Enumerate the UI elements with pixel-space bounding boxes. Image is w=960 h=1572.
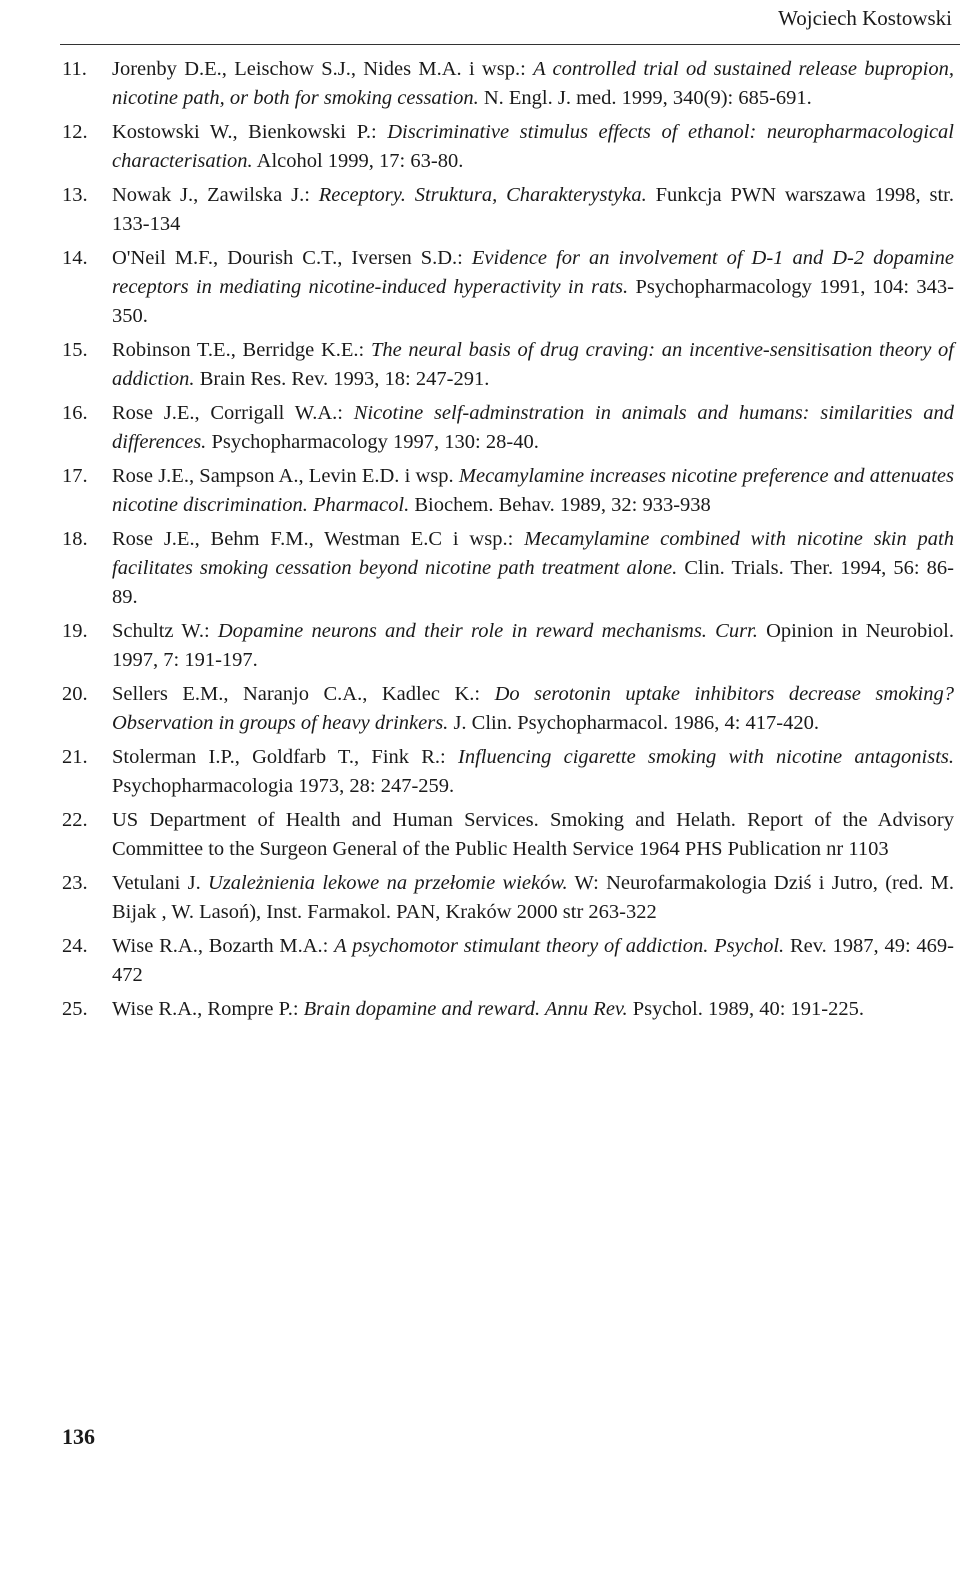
reference-item bbox=[62, 680, 954, 738]
reference-number: 21. bbox=[62, 746, 88, 768]
reference-item bbox=[62, 525, 954, 612]
reference-item bbox=[62, 869, 954, 927]
reference-title: Discriminative stimulus effects of ethanol: neuropharmacological characterisation. bbox=[112, 121, 954, 172]
reference-text bbox=[112, 55, 954, 113]
reference-authors: Rose J.E., Behm F.M., Westman E.C i wsp.: bbox=[112, 528, 525, 550]
reference-number: 18. bbox=[62, 528, 88, 550]
reference-authors: Robinson T.E., Berridge K.E.: bbox=[112, 339, 371, 361]
reference-title: Uzależnienia lekowe na przełomie wieków. bbox=[208, 872, 568, 894]
reference-source: W: Neurofarmakologia Dziś i Jutro, (red. M. Bijak , W. Lasoń), Inst. Farmakol. PAN, Kraków 2000 str 263-322 bbox=[112, 872, 954, 923]
reference-title: Brain dopamine and reward. Annu Rev. bbox=[303, 998, 628, 1020]
reference-title: Evidence for an involvement of D-1 and D-2 dopamine receptors in mediating nicotine-induced hyperactivity in rats. bbox=[112, 247, 954, 298]
reference-authors: Nowak J., Zawilska J.: bbox=[112, 184, 319, 206]
reference-authors: Vetulani J. bbox=[112, 872, 209, 894]
reference-list bbox=[62, 55, 954, 1029]
reference-number: 19. bbox=[62, 620, 88, 642]
reference-text bbox=[112, 932, 954, 990]
reference-authors: Stolerman I.P., Goldfarb T., Fink R.: bbox=[112, 746, 458, 768]
reference-item bbox=[62, 743, 954, 801]
reference-authors: Schultz W.: bbox=[112, 620, 218, 642]
reference-authors: Jorenby D.E., Leischow S.J., Nides M.A. i wsp.: bbox=[112, 58, 534, 80]
reference-title: Receptory. Struktura, Charakterystyka. bbox=[318, 184, 647, 206]
reference-number: 14. bbox=[62, 247, 88, 269]
reference-number: 11. bbox=[62, 58, 87, 80]
reference-item bbox=[62, 118, 954, 176]
reference-item bbox=[62, 399, 954, 457]
header-rule bbox=[60, 44, 960, 45]
reference-number: 23. bbox=[62, 872, 88, 894]
reference-source: Alcohol 1999, 17: 63-80. bbox=[252, 150, 464, 172]
reference-title: The neural basis of drug craving: an incentive-sensitisation theory of addiction. bbox=[112, 339, 954, 390]
reference-item bbox=[62, 244, 954, 331]
reference-item bbox=[62, 806, 954, 864]
reference-item bbox=[62, 55, 954, 113]
reference-item bbox=[62, 995, 954, 1024]
reference-number: 15. bbox=[62, 339, 88, 361]
reference-text bbox=[112, 244, 954, 331]
reference-title: Nicotine self-adminstration in animals and humans: similarities and differences. bbox=[112, 402, 954, 453]
reference-source: J. Clin. Psychopharmacol. 1986, 4: 417-420. bbox=[448, 712, 819, 734]
reference-item bbox=[62, 336, 954, 394]
reference-title: A controlled trial od sustained release bupropion, nicotine path, or both for smoking cessation. bbox=[112, 58, 955, 109]
reference-source: Psychopharmacology 1991, 104: 343-350. bbox=[112, 276, 954, 327]
reference-source: Psychopharmacology 1997, 130: 28-40. bbox=[206, 431, 539, 453]
running-header-author: Wojciech Kostowski bbox=[778, 6, 952, 30]
reference-title: Dopamine neurons and their role in reward mechanisms. Curr. bbox=[217, 620, 758, 642]
reference-number: 13. bbox=[62, 184, 88, 206]
reference-text bbox=[112, 617, 954, 675]
reference-authors: US Department of Health and Human Services. Smoking and Helath. Report of the Advisory Committee to the Surgeon General of the Public Health Service 1964 PHS Publication nr 1103 bbox=[112, 809, 954, 860]
reference-authors: Rose J.E., Corrigall W.A.: bbox=[112, 402, 354, 424]
reference-number: 22. bbox=[62, 809, 88, 831]
reference-number: 25. bbox=[62, 998, 88, 1020]
reference-text bbox=[112, 462, 954, 520]
reference-text bbox=[112, 806, 954, 864]
reference-text bbox=[112, 336, 954, 394]
reference-authors: Kostowski W., Bienkowski P.: bbox=[112, 121, 388, 143]
page-number: 136 bbox=[62, 1424, 95, 1449]
reference-text bbox=[112, 743, 954, 801]
reference-number: 24. bbox=[62, 935, 88, 957]
reference-number: 17. bbox=[62, 465, 88, 487]
reference-source: Biochem. Behav. 1989, 32: 933-938 bbox=[409, 494, 711, 516]
reference-source: Funkcja PWN warszawa 1998, str. 133-134 bbox=[112, 184, 954, 235]
reference-text bbox=[112, 181, 954, 239]
reference-source: Rev. 1987, 49: 469-472 bbox=[112, 935, 955, 986]
reference-item bbox=[62, 181, 954, 239]
reference-title: Mecamylamine combined with nicotine skin path facilitates smoking cessation beyond nicotine path treatment alone. bbox=[112, 528, 954, 579]
reference-authors: O'Neil M.F., Dourish C.T., Iversen S.D.: bbox=[112, 247, 472, 269]
reference-item bbox=[62, 462, 954, 520]
reference-text bbox=[112, 525, 954, 612]
reference-text bbox=[112, 869, 954, 927]
reference-text bbox=[112, 680, 954, 738]
reference-authors: Sellers E.M., Naranjo C.A., Kadlec K.: bbox=[112, 683, 495, 705]
reference-title: Influencing cigarette smoking with nicotine antagonists. bbox=[458, 746, 954, 768]
reference-authors: Wise R.A., Rompre P.: bbox=[112, 998, 304, 1020]
reference-number: 20. bbox=[62, 683, 88, 705]
reference-source: N. Engl. J. med. 1999, 340(9): 685-691. bbox=[478, 87, 812, 109]
reference-title: A psychomotor stimulant theory of addiction. Psychol. bbox=[334, 935, 785, 957]
reference-title: Mecamylamine increases nicotine preference and attenuates nicotine discrimination. Pharmacol. bbox=[112, 465, 955, 516]
reference-authors: Wise R.A., Bozarth M.A.: bbox=[112, 935, 335, 957]
reference-text bbox=[112, 118, 954, 176]
reference-item bbox=[62, 932, 954, 990]
reference-item bbox=[62, 617, 954, 675]
reference-text bbox=[112, 995, 954, 1024]
reference-source: Psychopharmacologia 1973, 28: 247-259. bbox=[112, 775, 455, 797]
reference-source: Brain Res. Rev. 1993, 18: 247-291. bbox=[194, 368, 490, 390]
reference-source: Clin. Trials. Ther. 1994, 56: 86-89. bbox=[112, 557, 955, 608]
reference-source: Psychol. 1989, 40: 191-225. bbox=[627, 998, 864, 1020]
reference-source: Opinion in Neurobiol. 1997, 7: 191-197. bbox=[112, 620, 954, 671]
reference-number: 12. bbox=[62, 121, 88, 143]
reference-number: 16. bbox=[62, 402, 88, 424]
reference-title: Do serotonin uptake inhibitors decrease smoking? Observation in groups of heavy drinkers. bbox=[112, 683, 955, 734]
reference-text bbox=[112, 399, 954, 457]
reference-authors: Rose J.E., Sampson A., Levin E.D. i wsp. bbox=[112, 465, 459, 487]
